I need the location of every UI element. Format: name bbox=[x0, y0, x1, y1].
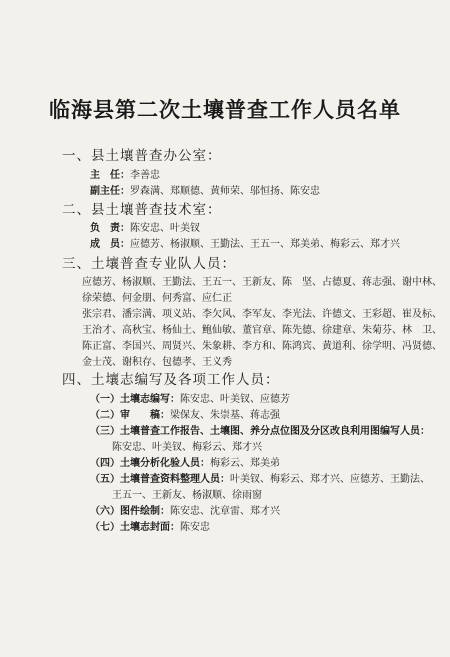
writing-line-1 bbox=[90, 390, 290, 405]
line-label: （二）审 稿： bbox=[90, 410, 170, 421]
team-line: 陈正富、李国兴、周贤兴、朱象耕、李方和、陈鸿宾、黄道利、徐学明、冯贤德、 bbox=[82, 341, 442, 352]
line-text: 陈安忠 bbox=[180, 522, 210, 533]
section-heading-writing: 四、土壤志编写及各项工作人员： bbox=[62, 372, 280, 388]
line-text: 罗森满、郑顺德、黄师荣、邬恒扬、陈安忠 bbox=[130, 186, 320, 197]
line-label: （七）土壤志封面： bbox=[90, 522, 180, 533]
tech-members-line bbox=[90, 235, 400, 250]
line-text: 陈安忠、叶美钗 bbox=[130, 223, 200, 234]
line-text: 陈安忠、叶美钗、应德芳 bbox=[180, 394, 290, 405]
line-text: 叶美钗、梅彩云、郑才兴、应德芳、王勤法、 bbox=[230, 474, 430, 485]
writing-line-4 bbox=[90, 454, 280, 469]
team-line: 金士茂、谢积存、包德孝、王义秀 bbox=[82, 357, 232, 368]
writing-line-7 bbox=[90, 518, 210, 533]
line-label: （三）土壤普查工作报告、土壤图、养分点位图及分区改良利用图编写人员： bbox=[90, 426, 430, 437]
line-text: 梁保友、朱崇基、蒋志强 bbox=[170, 410, 280, 421]
writing-line-3 bbox=[90, 422, 430, 437]
team-line: 张宗君、潘宗满、项义站、李欠风、李军友、李光法、许德文、王彩超、崔及标、 bbox=[82, 309, 442, 320]
line-text: 梅彩云、郑美弟 bbox=[210, 458, 280, 469]
writing-line-3-cont: 陈安忠、叶美钗、梅彩云、郑才兴 bbox=[112, 442, 262, 453]
writing-line-6 bbox=[90, 502, 280, 517]
team-line: 徐荣德、何金朋、何秀富、应仁正 bbox=[82, 293, 232, 304]
team-line: 应德芳、杨淑顺、王勤法、王五一、王新友、陈 坚、占德夏、蒋志强、谢中林、 bbox=[82, 277, 442, 288]
tech-lead-line bbox=[90, 219, 200, 234]
line-label: （一）土壤志编写： bbox=[90, 394, 180, 405]
office-director-line bbox=[90, 166, 160, 181]
line-label: 主 任： bbox=[90, 170, 130, 181]
line-label: （四）土壤分析化验人员： bbox=[90, 458, 210, 469]
section-heading-team: 三、土壤普查专业队人员： bbox=[62, 256, 236, 272]
section-heading-office: 一、县土壤普查办公室： bbox=[62, 148, 222, 164]
writing-line-5-cont: 王五一、王新友、杨淑顺、徐雨窗 bbox=[112, 490, 262, 501]
line-label: （六）图件绘制： bbox=[90, 506, 170, 517]
team-line: 王治才、高秋宝、杨仙土、鲍仙敏、董官章、陈先德、徐建章、朱菊芬、林 卫、 bbox=[82, 325, 442, 336]
line-text: 应德芳、杨淑顺、王勤法、王五一、郑美弟、梅彩云、郑才兴 bbox=[130, 239, 400, 250]
line-text: 陈安忠、沈章雷、郑才兴 bbox=[170, 506, 280, 517]
line-label: 负 责： bbox=[90, 223, 130, 234]
line-label: （五）土壤普查资料整理人员： bbox=[90, 474, 230, 485]
writing-line-2 bbox=[90, 406, 280, 421]
line-text: 李善忠 bbox=[130, 170, 160, 181]
line-label: 副主任： bbox=[90, 186, 130, 197]
section-heading-tech: 二、县土壤普查技术室： bbox=[62, 202, 222, 218]
office-deputy-line bbox=[90, 182, 320, 197]
line-label: 成 员： bbox=[90, 239, 130, 250]
page-title: 临海县第二次土壤普查工作人员名单 bbox=[49, 97, 401, 122]
writing-line-5 bbox=[90, 470, 430, 485]
